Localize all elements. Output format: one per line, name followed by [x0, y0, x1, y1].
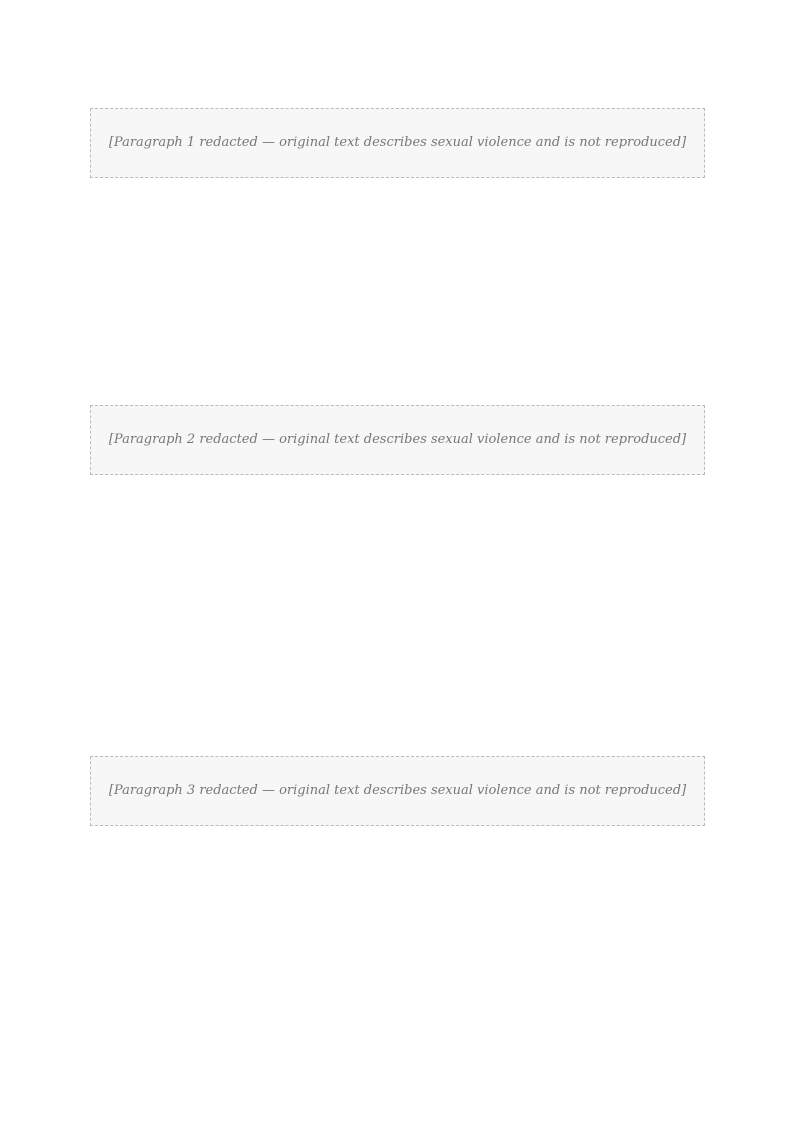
paragraph-3 — [90, 756, 705, 1053]
document-text-block — [90, 108, 705, 1107]
redacted-text-placeholder: [Paragraph 2 redacted — original text describes sexual violence and is not reproduced] — [90, 405, 705, 475]
redacted-text-placeholder: [Paragraph 1 redacted — original text describes sexual violence and is not reproduced] — [90, 108, 705, 178]
redacted-text-placeholder: [Paragraph 3 redacted — original text describes sexual violence and is not reproduced] — [90, 756, 705, 826]
paragraph-1 — [90, 108, 705, 351]
paragraph-2 — [90, 405, 705, 702]
